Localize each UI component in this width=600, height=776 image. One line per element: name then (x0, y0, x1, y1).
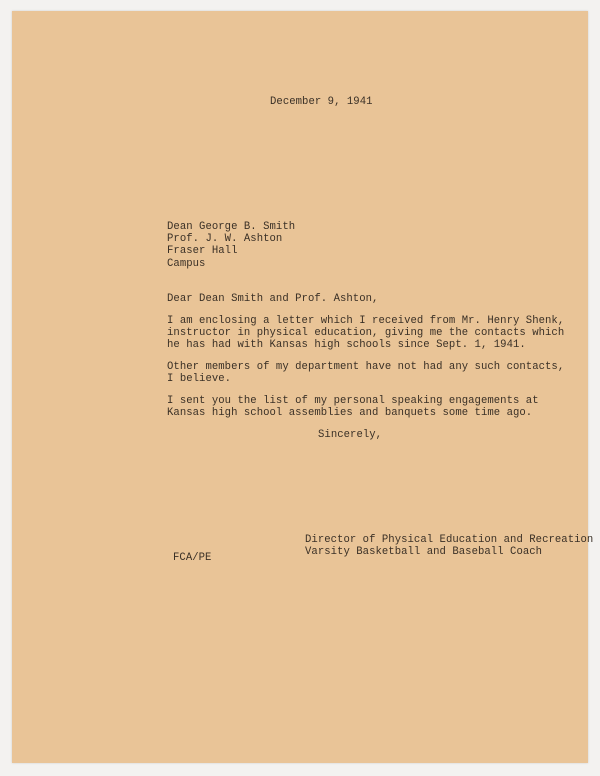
letter-page (12, 11, 588, 763)
paragraph-3-line-1: I sent you the list of my personal speaking engagements at (167, 395, 539, 407)
signature-title-line-1: Director of Physical Education and Recreation (305, 534, 594, 546)
letter-date: December 9, 1941 (270, 96, 373, 108)
closing: Sincerely, (318, 429, 383, 441)
recipient-name-2: Prof. J. W. Ashton (167, 233, 283, 245)
paragraph-2-line-1: Other members of my department have not had any such contacts, (167, 361, 565, 373)
paragraph-1-line-1: I am enclosing a letter which I received from Mr. Henry Shenk, (167, 315, 565, 327)
salutation: Dear Dean Smith and Prof. Ashton, (167, 293, 379, 305)
paragraph-2-line-2: I believe. (167, 373, 232, 385)
recipient-campus: Campus (167, 258, 206, 270)
typist-initials: FCA/PE (173, 552, 212, 564)
signature-title-line-2: Varsity Basketball and Baseball Coach (305, 546, 543, 558)
paragraph-1-line-3: he has had with Kansas high schools since Sept. 1, 1941. (167, 339, 526, 351)
recipient-building: Fraser Hall (167, 245, 238, 257)
recipient-name: Dean George B. Smith (167, 221, 296, 233)
paragraph-1-line-2: instructor in physical education, giving me the contacts which (167, 327, 565, 339)
paragraph-3-line-2: Kansas high school assemblies and banquets some time ago. (167, 407, 533, 419)
